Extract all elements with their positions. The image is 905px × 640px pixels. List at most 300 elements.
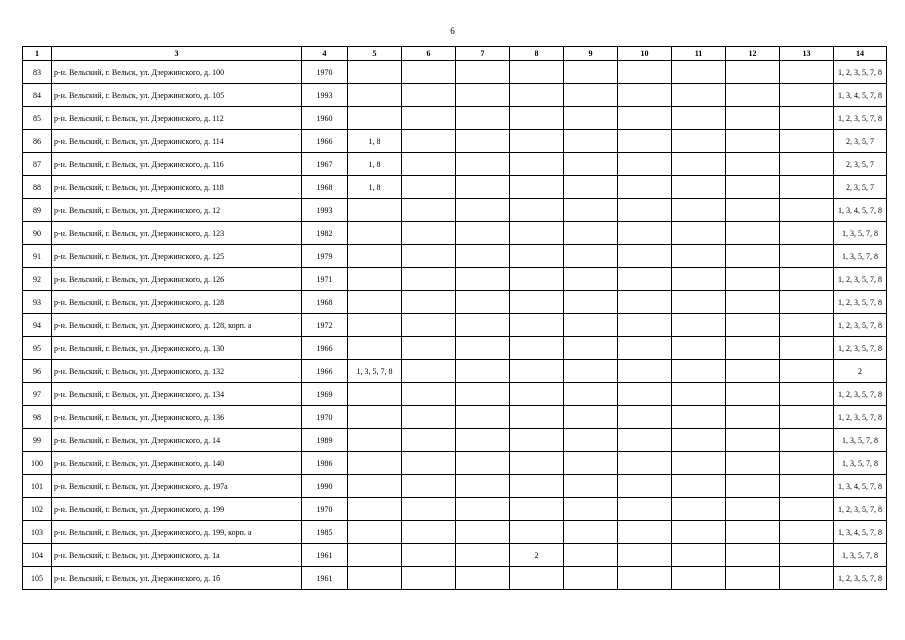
cell-col-13: [780, 153, 834, 176]
column-header-14: 14: [834, 47, 887, 61]
table-body: [23, 61, 887, 590]
cell-col-13: [780, 245, 834, 268]
cell-col-7: [456, 291, 510, 314]
cell-col-6: [402, 383, 456, 406]
cell-col-12: [726, 521, 780, 544]
cell-col-8: [510, 222, 564, 245]
cell-col-1: 100: [23, 452, 52, 475]
cell-col-6: [402, 153, 456, 176]
cell-col-12: [726, 245, 780, 268]
cell-col-1: 105: [23, 567, 52, 590]
cell-col-3: р-н. Вельский, г. Вельск, ул. Дзержинского, д. 128, корп. а: [52, 314, 302, 337]
table-row: [23, 337, 887, 360]
cell-col-8: [510, 360, 564, 383]
cell-col-14: 1, 2, 3, 5, 7, 8: [834, 107, 887, 130]
cell-col-12: [726, 61, 780, 84]
cell-col-10: [618, 521, 672, 544]
cell-col-6: [402, 291, 456, 314]
cell-col-3: р-н. Вельский, г. Вельск, ул. Дзержинского, д. 126: [52, 268, 302, 291]
cell-col-8: [510, 337, 564, 360]
cell-col-11: [672, 130, 726, 153]
cell-col-5: [348, 521, 402, 544]
cell-col-8: [510, 406, 564, 429]
cell-col-9: [564, 544, 618, 567]
cell-col-13: [780, 176, 834, 199]
cell-col-8: [510, 268, 564, 291]
cell-col-8: [510, 84, 564, 107]
cell-col-7: [456, 544, 510, 567]
cell-col-14: 1, 2, 3, 5, 7, 8: [834, 567, 887, 590]
cell-col-10: [618, 475, 672, 498]
header-row: [23, 47, 887, 61]
cell-col-5: [348, 498, 402, 521]
cell-col-12: [726, 337, 780, 360]
cell-col-7: [456, 222, 510, 245]
cell-col-1: 89: [23, 199, 52, 222]
cell-col-13: [780, 130, 834, 153]
cell-col-14: 2, 3, 5, 7: [834, 130, 887, 153]
cell-col-9: [564, 130, 618, 153]
cell-col-7: [456, 383, 510, 406]
cell-col-13: [780, 452, 834, 475]
cell-col-10: [618, 291, 672, 314]
cell-col-5: [348, 107, 402, 130]
cell-col-14: 1, 3, 5, 7, 8: [834, 429, 887, 452]
cell-col-1: 84: [23, 84, 52, 107]
cell-col-6: [402, 429, 456, 452]
cell-col-6: [402, 130, 456, 153]
cell-col-12: [726, 291, 780, 314]
cell-col-13: [780, 544, 834, 567]
cell-col-7: [456, 130, 510, 153]
table-row: [23, 84, 887, 107]
cell-col-6: [402, 452, 456, 475]
cell-col-3: р-н. Вельский, г. Вельск, ул. Дзержинского, д. 140: [52, 452, 302, 475]
cell-col-3: р-н. Вельский, г. Вельск, ул. Дзержинского, д. 1б: [52, 567, 302, 590]
cell-col-7: [456, 429, 510, 452]
cell-col-3: р-н. Вельский, г. Вельск, ул. Дзержинского, д. 199: [52, 498, 302, 521]
cell-col-11: [672, 314, 726, 337]
cell-col-13: [780, 406, 834, 429]
cell-col-6: [402, 61, 456, 84]
cell-col-6: [402, 544, 456, 567]
cell-col-13: [780, 107, 834, 130]
cell-col-7: [456, 567, 510, 590]
cell-col-12: [726, 268, 780, 291]
cell-col-11: [672, 291, 726, 314]
cell-col-4: 1969: [302, 383, 348, 406]
cell-col-8: [510, 429, 564, 452]
cell-col-7: [456, 268, 510, 291]
cell-col-10: [618, 406, 672, 429]
cell-col-3: р-н. Вельский, г. Вельск, ул. Дзержинского, д. 100: [52, 61, 302, 84]
column-header-4: 4: [302, 47, 348, 61]
cell-col-7: [456, 153, 510, 176]
cell-col-6: [402, 498, 456, 521]
cell-col-13: [780, 291, 834, 314]
cell-col-4: 1986: [302, 452, 348, 475]
cell-col-13: [780, 61, 834, 84]
cell-col-3: р-н. Вельский, г. Вельск, ул. Дзержинского, д. 123: [52, 222, 302, 245]
table-row: [23, 291, 887, 314]
cell-col-9: [564, 567, 618, 590]
cell-col-13: [780, 268, 834, 291]
cell-col-3: р-н. Вельский, г. Вельск, ул. Дзержинского, д. 134: [52, 383, 302, 406]
cell-col-8: [510, 245, 564, 268]
cell-col-9: [564, 452, 618, 475]
column-header-13: 13: [780, 47, 834, 61]
cell-col-13: [780, 498, 834, 521]
cell-col-14: 1, 3, 4, 5, 7, 8: [834, 199, 887, 222]
cell-col-13: [780, 199, 834, 222]
cell-col-5: 1, 3, 5, 7, 8: [348, 360, 402, 383]
cell-col-6: [402, 521, 456, 544]
cell-col-12: [726, 222, 780, 245]
cell-col-14: 1, 3, 4, 5, 7, 8: [834, 475, 887, 498]
cell-col-9: [564, 268, 618, 291]
cell-col-1: 95: [23, 337, 52, 360]
cell-col-13: [780, 521, 834, 544]
cell-col-9: [564, 521, 618, 544]
cell-col-14: 1, 3, 4, 5, 7, 8: [834, 521, 887, 544]
cell-col-6: [402, 406, 456, 429]
cell-col-13: [780, 429, 834, 452]
table-row: [23, 521, 887, 544]
cell-col-4: 1970: [302, 61, 348, 84]
cell-col-7: [456, 84, 510, 107]
column-header-11: 11: [672, 47, 726, 61]
cell-col-14: 1, 3, 5, 7, 8: [834, 245, 887, 268]
cell-col-10: [618, 107, 672, 130]
cell-col-3: р-н. Вельский, г. Вельск, ул. Дзержинского, д. 12: [52, 199, 302, 222]
cell-col-10: [618, 199, 672, 222]
cell-col-3: р-н. Вельский, г. Вельск, ул. Дзержинского, д. 197а: [52, 475, 302, 498]
cell-col-11: [672, 360, 726, 383]
cell-col-4: 1960: [302, 107, 348, 130]
cell-col-7: [456, 406, 510, 429]
cell-col-9: [564, 406, 618, 429]
column-header-5: 5: [348, 47, 402, 61]
cell-col-6: [402, 176, 456, 199]
cell-col-9: [564, 383, 618, 406]
cell-col-4: 1993: [302, 199, 348, 222]
cell-col-12: [726, 383, 780, 406]
cell-col-11: [672, 475, 726, 498]
cell-col-3: р-н. Вельский, г. Вельск, ул. Дзержинского, д. 116: [52, 153, 302, 176]
table-row: [23, 176, 887, 199]
cell-col-10: [618, 61, 672, 84]
cell-col-10: [618, 84, 672, 107]
cell-col-1: 104: [23, 544, 52, 567]
cell-col-5: 1, 8: [348, 130, 402, 153]
table-row: [23, 383, 887, 406]
cell-col-4: 1966: [302, 130, 348, 153]
cell-col-8: [510, 153, 564, 176]
cell-col-10: [618, 176, 672, 199]
cell-col-3: р-н. Вельский, г. Вельск, ул. Дзержинского, д. 1а: [52, 544, 302, 567]
cell-col-4: 1968: [302, 176, 348, 199]
cell-col-8: [510, 475, 564, 498]
cell-col-13: [780, 84, 834, 107]
cell-col-5: [348, 452, 402, 475]
cell-col-8: 2: [510, 544, 564, 567]
cell-col-3: р-н. Вельский, г. Вельск, ул. Дзержинского, д. 128: [52, 291, 302, 314]
cell-col-14: 1, 2, 3, 5, 7, 8: [834, 291, 887, 314]
table-row: [23, 222, 887, 245]
cell-col-5: [348, 314, 402, 337]
cell-col-3: р-н. Вельский, г. Вельск, ул. Дзержинского, д. 125: [52, 245, 302, 268]
cell-col-12: [726, 176, 780, 199]
column-header-12: 12: [726, 47, 780, 61]
cell-col-9: [564, 360, 618, 383]
cell-col-13: [780, 314, 834, 337]
cell-col-9: [564, 314, 618, 337]
cell-col-14: 1, 2, 3, 5, 7, 8: [834, 383, 887, 406]
cell-col-12: [726, 406, 780, 429]
cell-col-5: [348, 222, 402, 245]
cell-col-4: 1972: [302, 314, 348, 337]
cell-col-11: [672, 199, 726, 222]
cell-col-12: [726, 130, 780, 153]
table-row: [23, 452, 887, 475]
cell-col-5: [348, 383, 402, 406]
cell-col-5: [348, 544, 402, 567]
cell-col-7: [456, 61, 510, 84]
column-header-3: 3: [52, 47, 302, 61]
cell-col-4: 1970: [302, 406, 348, 429]
cell-col-8: [510, 107, 564, 130]
cell-col-7: [456, 337, 510, 360]
cell-col-9: [564, 153, 618, 176]
cell-col-6: [402, 314, 456, 337]
cell-col-1: 85: [23, 107, 52, 130]
column-header-10: 10: [618, 47, 672, 61]
cell-col-14: 1, 2, 3, 5, 7, 8: [834, 268, 887, 291]
cell-col-4: 1968: [302, 291, 348, 314]
cell-col-11: [672, 222, 726, 245]
cell-col-14: 1, 3, 5, 7, 8: [834, 452, 887, 475]
cell-col-11: [672, 567, 726, 590]
cell-col-4: 1971: [302, 268, 348, 291]
cell-col-6: [402, 360, 456, 383]
cell-col-4: 1966: [302, 337, 348, 360]
cell-col-12: [726, 475, 780, 498]
cell-col-14: 1, 3, 5, 7, 8: [834, 222, 887, 245]
cell-col-9: [564, 245, 618, 268]
cell-col-7: [456, 521, 510, 544]
cell-col-3: р-н. Вельский, г. Вельск, ул. Дзержинского, д. 136: [52, 406, 302, 429]
cell-col-14: 2: [834, 360, 887, 383]
cell-col-5: [348, 337, 402, 360]
cell-col-4: 1970: [302, 498, 348, 521]
cell-col-11: [672, 84, 726, 107]
cell-col-6: [402, 107, 456, 130]
cell-col-3: р-н. Вельский, г. Вельск, ул. Дзержинского, д. 118: [52, 176, 302, 199]
cell-col-13: [780, 337, 834, 360]
cell-col-14: 1, 2, 3, 5, 7, 8: [834, 61, 887, 84]
cell-col-12: [726, 452, 780, 475]
cell-col-10: [618, 337, 672, 360]
cell-col-10: [618, 360, 672, 383]
cell-col-9: [564, 84, 618, 107]
cell-col-6: [402, 84, 456, 107]
column-header-9: 9: [564, 47, 618, 61]
cell-col-4: 1966: [302, 360, 348, 383]
cell-col-1: 86: [23, 130, 52, 153]
cell-col-7: [456, 314, 510, 337]
cell-col-3: р-н. Вельский, г. Вельск, ул. Дзержинского, д. 114: [52, 130, 302, 153]
cell-col-6: [402, 245, 456, 268]
column-header-8: 8: [510, 47, 564, 61]
cell-col-9: [564, 475, 618, 498]
cell-col-5: [348, 406, 402, 429]
cell-col-11: [672, 452, 726, 475]
table-row: [23, 130, 887, 153]
cell-col-8: [510, 61, 564, 84]
table-row: [23, 475, 887, 498]
cell-col-11: [672, 245, 726, 268]
cell-col-7: [456, 498, 510, 521]
cell-col-14: 1, 3, 4, 5, 7, 8: [834, 84, 887, 107]
cell-col-3: р-н. Вельский, г. Вельск, ул. Дзержинского, д. 14: [52, 429, 302, 452]
cell-col-3: р-н. Вельский, г. Вельск, ул. Дзержинского, д. 105: [52, 84, 302, 107]
cell-col-11: [672, 406, 726, 429]
cell-col-1: 101: [23, 475, 52, 498]
cell-col-13: [780, 475, 834, 498]
table-row: [23, 429, 887, 452]
cell-col-11: [672, 268, 726, 291]
cell-col-13: [780, 360, 834, 383]
cell-col-9: [564, 107, 618, 130]
cell-col-1: 90: [23, 222, 52, 245]
cell-col-10: [618, 498, 672, 521]
cell-col-6: [402, 337, 456, 360]
cell-col-6: [402, 199, 456, 222]
cell-col-7: [456, 176, 510, 199]
housing-registry-table: [22, 46, 887, 590]
cell-col-6: [402, 268, 456, 291]
table-row: [23, 360, 887, 383]
cell-col-4: 1961: [302, 544, 348, 567]
cell-col-11: [672, 61, 726, 84]
cell-col-14: 2, 3, 5, 7: [834, 176, 887, 199]
cell-col-4: 1979: [302, 245, 348, 268]
cell-col-6: [402, 475, 456, 498]
cell-col-11: [672, 383, 726, 406]
table-row: [23, 314, 887, 337]
cell-col-1: 96: [23, 360, 52, 383]
cell-col-1: 94: [23, 314, 52, 337]
cell-col-13: [780, 383, 834, 406]
cell-col-5: [348, 291, 402, 314]
cell-col-8: [510, 291, 564, 314]
cell-col-10: [618, 153, 672, 176]
cell-col-3: р-н. Вельский, г. Вельск, ул. Дзержинского, д. 199, корп. а: [52, 521, 302, 544]
page-number: 6: [450, 26, 455, 36]
cell-col-11: [672, 429, 726, 452]
table-row: [23, 406, 887, 429]
table-row: [23, 61, 887, 84]
column-header-7: 7: [456, 47, 510, 61]
cell-col-8: [510, 498, 564, 521]
cell-col-9: [564, 498, 618, 521]
cell-col-14: 1, 2, 3, 5, 7, 8: [834, 406, 887, 429]
cell-col-12: [726, 314, 780, 337]
cell-col-5: [348, 567, 402, 590]
cell-col-8: [510, 567, 564, 590]
cell-col-12: [726, 429, 780, 452]
column-header-1: 1: [23, 47, 52, 61]
table-header: [23, 47, 887, 61]
cell-col-5: 1, 8: [348, 176, 402, 199]
table-row: [23, 153, 887, 176]
cell-col-1: 93: [23, 291, 52, 314]
cell-col-5: [348, 84, 402, 107]
cell-col-1: 87: [23, 153, 52, 176]
cell-col-8: [510, 176, 564, 199]
cell-col-11: [672, 544, 726, 567]
cell-col-9: [564, 291, 618, 314]
cell-col-9: [564, 429, 618, 452]
cell-col-5: [348, 199, 402, 222]
cell-col-6: [402, 222, 456, 245]
cell-col-12: [726, 199, 780, 222]
cell-col-14: 1, 3, 5, 7, 8: [834, 544, 887, 567]
cell-col-10: [618, 452, 672, 475]
cell-col-13: [780, 567, 834, 590]
cell-col-7: [456, 107, 510, 130]
table-row: [23, 199, 887, 222]
table-row: [23, 245, 887, 268]
cell-col-4: 1989: [302, 429, 348, 452]
cell-col-1: 98: [23, 406, 52, 429]
table-row: [23, 498, 887, 521]
cell-col-10: [618, 429, 672, 452]
cell-col-7: [456, 199, 510, 222]
cell-col-5: 1, 8: [348, 153, 402, 176]
cell-col-3: р-н. Вельский, г. Вельск, ул. Дзержинского, д. 130: [52, 337, 302, 360]
cell-col-5: [348, 429, 402, 452]
cell-col-12: [726, 567, 780, 590]
cell-col-8: [510, 199, 564, 222]
cell-col-11: [672, 176, 726, 199]
cell-col-9: [564, 199, 618, 222]
cell-col-10: [618, 314, 672, 337]
cell-col-12: [726, 498, 780, 521]
cell-col-9: [564, 337, 618, 360]
cell-col-1: 92: [23, 268, 52, 291]
cell-col-14: 1, 2, 3, 5, 7, 8: [834, 337, 887, 360]
cell-col-11: [672, 337, 726, 360]
cell-col-11: [672, 498, 726, 521]
table-row: [23, 268, 887, 291]
cell-col-8: [510, 521, 564, 544]
cell-col-14: 1, 2, 3, 5, 7, 8: [834, 314, 887, 337]
cell-col-8: [510, 452, 564, 475]
cell-col-12: [726, 107, 780, 130]
cell-col-1: 83: [23, 61, 52, 84]
cell-col-1: 88: [23, 176, 52, 199]
cell-col-6: [402, 567, 456, 590]
cell-col-8: [510, 383, 564, 406]
cell-col-14: 1, 2, 3, 5, 7, 8: [834, 498, 887, 521]
cell-col-9: [564, 61, 618, 84]
cell-col-7: [456, 360, 510, 383]
table-row: [23, 544, 887, 567]
cell-col-5: [348, 475, 402, 498]
cell-col-4: 1961: [302, 567, 348, 590]
cell-col-11: [672, 153, 726, 176]
